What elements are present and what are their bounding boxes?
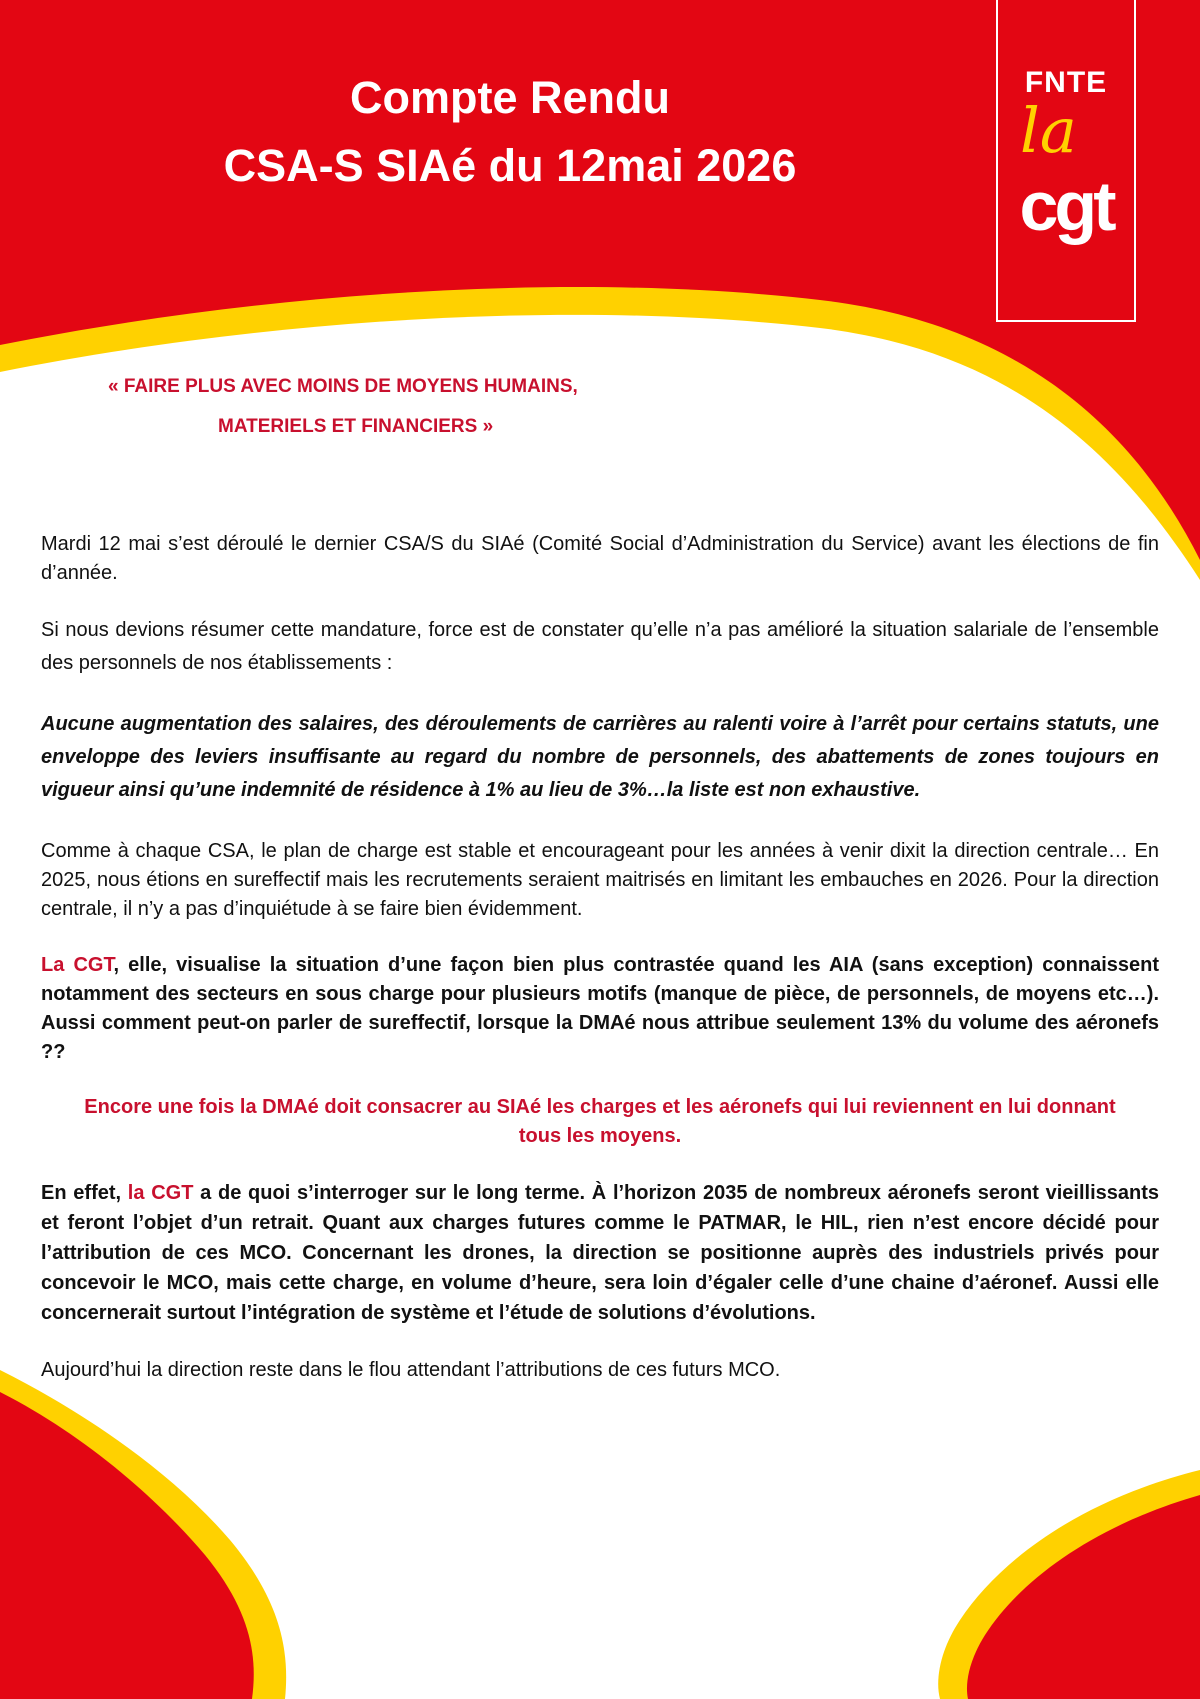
- paragraph-intro: Mardi 12 mai s’est déroulé le dernier CSA/S du SIAé (Comité Social d’Administration du Service) avant les élections de fin d’année.: [41, 533, 1159, 584]
- paragraph-long-term-text: a de quoi s’interroger sur le long terme. À l’horizon 2035 de nombreux aéronefs seront vieillissants et feront l’objet d’un retrait. Quant aux charges futures comme le PATMAR, le HIL, rien n’est encore décidé pour l’attribution de ces MCO. Concernant les drones, la direction se positionne auprès des industriels privés pour concevoir le MCO, mais cette charge, en volume d’heure, sera loin d’égaler celle d’une chaine d’aéronef. Aussi elle concernerait surtout l’intégration de système et l’étude de solutions d’évolutions.: [41, 1182, 1160, 1324]
- paragraph-demand: Encore une fois la DMAé doit consacrer au SIAé les charges et les aéronefs qui lui reviennent en lui donnant tous les moyens.: [84, 1096, 1116, 1147]
- paragraph-grievances: Aucune augmentation des salaires, des déroulements de carrières au ralenti voire à l’arrêt pour certains statuts, une enveloppe des leviers insuffisante au regard du nombre de personnels, des abattements de zones toujours en vigueur ainsi qu’une indemnité de résidence à 1% au lieu de 3%…la liste est non exhaustive.: [41, 713, 1159, 801]
- logo-la-text: la: [1020, 94, 1077, 167]
- page-title-line-2: CSA-S SIAé du 12mai 2026: [223, 140, 797, 191]
- paragraph-charge-plan: Comme à chaque CSA, le plan de charge est stable et encourageant pour les années à venir dixit la direction centrale… En 2025, nous étions en sureffectif mais les recrutements seraient maitrisés en limitant les embauches en 2026. Pour la direction centrale, il n’y a pas d’inquiétude à se faire bien évidemment.: [41, 840, 1159, 920]
- cgt-highlight: la CGT: [127, 1182, 194, 1204]
- cgt-logo: [996, 0, 1136, 322]
- paragraph-long-term-start: En effet,: [41, 1182, 128, 1204]
- slogan-line-2: MATERIELS ET FINANCIERS »: [218, 416, 494, 437]
- cgt-highlight: La CGT: [41, 954, 114, 976]
- paragraph-mandate-summary: Si nous devions résumer cette mandature, force est de constater qu’elle n’a pas amélioré la situation salariale de l’ensemble des personnels de nos établissements :: [41, 619, 1159, 674]
- paragraph-cgt-position-text: , elle, visualise la situation d’une façon bien plus contrastée quand les AIA (sans exception) connaissent notamment des secteurs en sous charge pour plusieurs motifs (manque de pièce, de personnels, de moyens etc…). Aussi comment peut-on parler de sureffectif, lorsque la DMAé nous attribue seulement 13% du volume des aéronefs ??: [41, 954, 1159, 1063]
- logo-cgt-text: cgt: [1019, 167, 1113, 245]
- report-body: [41, 530, 1159, 1385]
- paragraph-cgt-position: [41, 951, 1159, 1067]
- paragraph-conclusion: Aujourd’hui la direction reste dans le flou attendant l’attributions de ces futurs MCO.: [41, 1359, 781, 1381]
- logo-fnte-text: FNTE: [1024, 66, 1108, 99]
- paragraph-long-term: [41, 1178, 1159, 1328]
- page-title-line-1: Compte Rendu: [350, 72, 670, 123]
- slogan-line-1: « FAIRE PLUS AVEC MOINS DE MOYENS HUMAINS,: [108, 376, 578, 397]
